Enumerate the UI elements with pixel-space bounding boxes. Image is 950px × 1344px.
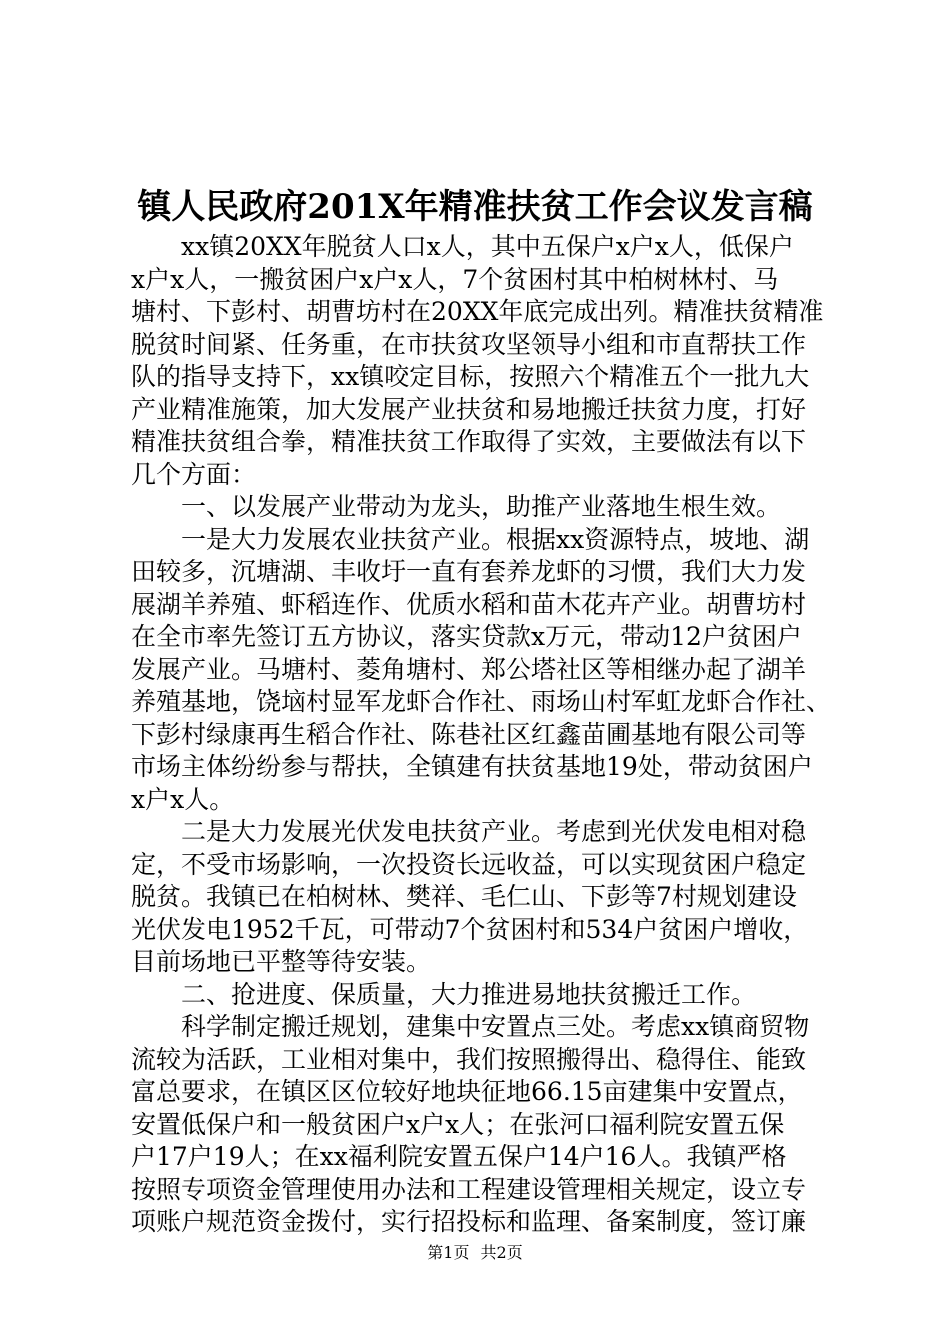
body-line: x户x人。	[131, 784, 235, 814]
body-line: 塘村、下彭村、胡曹坊村在20XX年底完成出列。精准扶贫精准	[131, 297, 824, 326]
body-line: 二是大力发展光伏发电扶贫产业。考虑到光伏发电相对稳	[131, 817, 807, 846]
body-line: 田较多，沉塘湖、丰收圩一直有套养龙虾的习惯，我们大力发	[131, 557, 807, 586]
body-line: 几个方面：	[131, 459, 257, 489]
section-heading: 二、抢进度、保质量，大力推进易地扶贫搬迁工作。	[131, 979, 757, 1009]
body-line: 户17户19人；在xx福利院安置五保户14户16人。我镇严格	[131, 1142, 787, 1171]
body-line: 养殖基地，饶垴村显军龙虾合作社、雨场山村军虹龙虾合作社、	[131, 687, 832, 716]
body-line: 脱贫时间紧、任务重，在市扶贫攻坚领导小组和市直帮扶工作	[131, 329, 807, 359]
body-line: 队的指导支持下，xx镇咬定目标，按照六个精准五个一批九大	[131, 362, 810, 391]
body-line: 定，不受市场影响，一次投资长远收益，可以实现贫困户稳定	[131, 849, 807, 879]
body-line: x户x人，一搬贫困户x户x人，7个贫困村其中柏树林村、马	[131, 264, 779, 294]
page-total: 共2页	[480, 1243, 523, 1262]
body-line: 产业精准施策，加大发展产业扶贫和易地搬迁扶贫力度，打好	[131, 394, 807, 424]
body-line: 安置低保户和一般贫困户x户x人；在张河口福利院安置五保	[131, 1109, 785, 1139]
body-line: 科学制定搬迁规划，建集中安置点三处。考虑xx镇商贸物	[131, 1012, 810, 1041]
body-line: 脱贫。我镇已在柏树林、樊祥、毛仁山、下彭等7村规划建设	[131, 882, 797, 911]
body-line: 展湖羊养殖、虾稻连作、优质水稻和苗木花卉产业。胡曹坊村	[131, 589, 807, 619]
document-title: 镇人民政府201X年精准扶贫工作会议发言稿	[137, 187, 813, 227]
section-heading: 一、以发展产业带动为龙头，助推产业落地生根生效。	[131, 492, 782, 521]
page-footer	[0, 1242, 950, 1264]
document-body	[131, 231, 851, 1239]
body-line: 富总要求，在镇区区位较好地块征地66.15亩建集中安置点，	[131, 1077, 803, 1106]
body-line: xx镇20XX年脱贫人口x人，其中五保户x户x人，低保户	[131, 232, 794, 261]
body-line: 按照专项资金管理使用办法和工程建设管理相关规定，设立专	[131, 1174, 807, 1204]
body-line: 项账户规范资金拨付，实行招投标和监理、备案制度，签订廉	[131, 1207, 807, 1236]
body-line: 发展产业。马塘村、菱角塘村、郑公塔社区等相继办起了湖羊	[131, 654, 807, 684]
body-line: 一是大力发展农业扶贫产业。根据xx资源特点，坡地、湖	[131, 524, 810, 554]
body-line: 流较为活跃，工业相对集中，我们按照搬得出、稳得住、能致	[131, 1044, 807, 1074]
body-line: 下彭村绿康再生稻合作社、陈巷社区红鑫苗圃基地有限公司等	[131, 719, 807, 749]
body-line: 光伏发电1952千瓦，可带动7个贫困村和534户贫困户增收，	[131, 914, 809, 944]
body-line: 精准扶贫组合拳，精准扶贫工作取得了实效，主要做法有以下	[131, 427, 807, 456]
body-line: 目前场地已平整等待安装。	[131, 947, 432, 976]
page-number: 第1页	[427, 1243, 470, 1262]
body-line: 在全市率先签订五方协议，落实贷款x万元，带动12户贫困户	[131, 622, 802, 651]
body-line: 市场主体纷纷参与帮扶，全镇建有扶贫基地19处，带动贫困户	[131, 752, 813, 781]
